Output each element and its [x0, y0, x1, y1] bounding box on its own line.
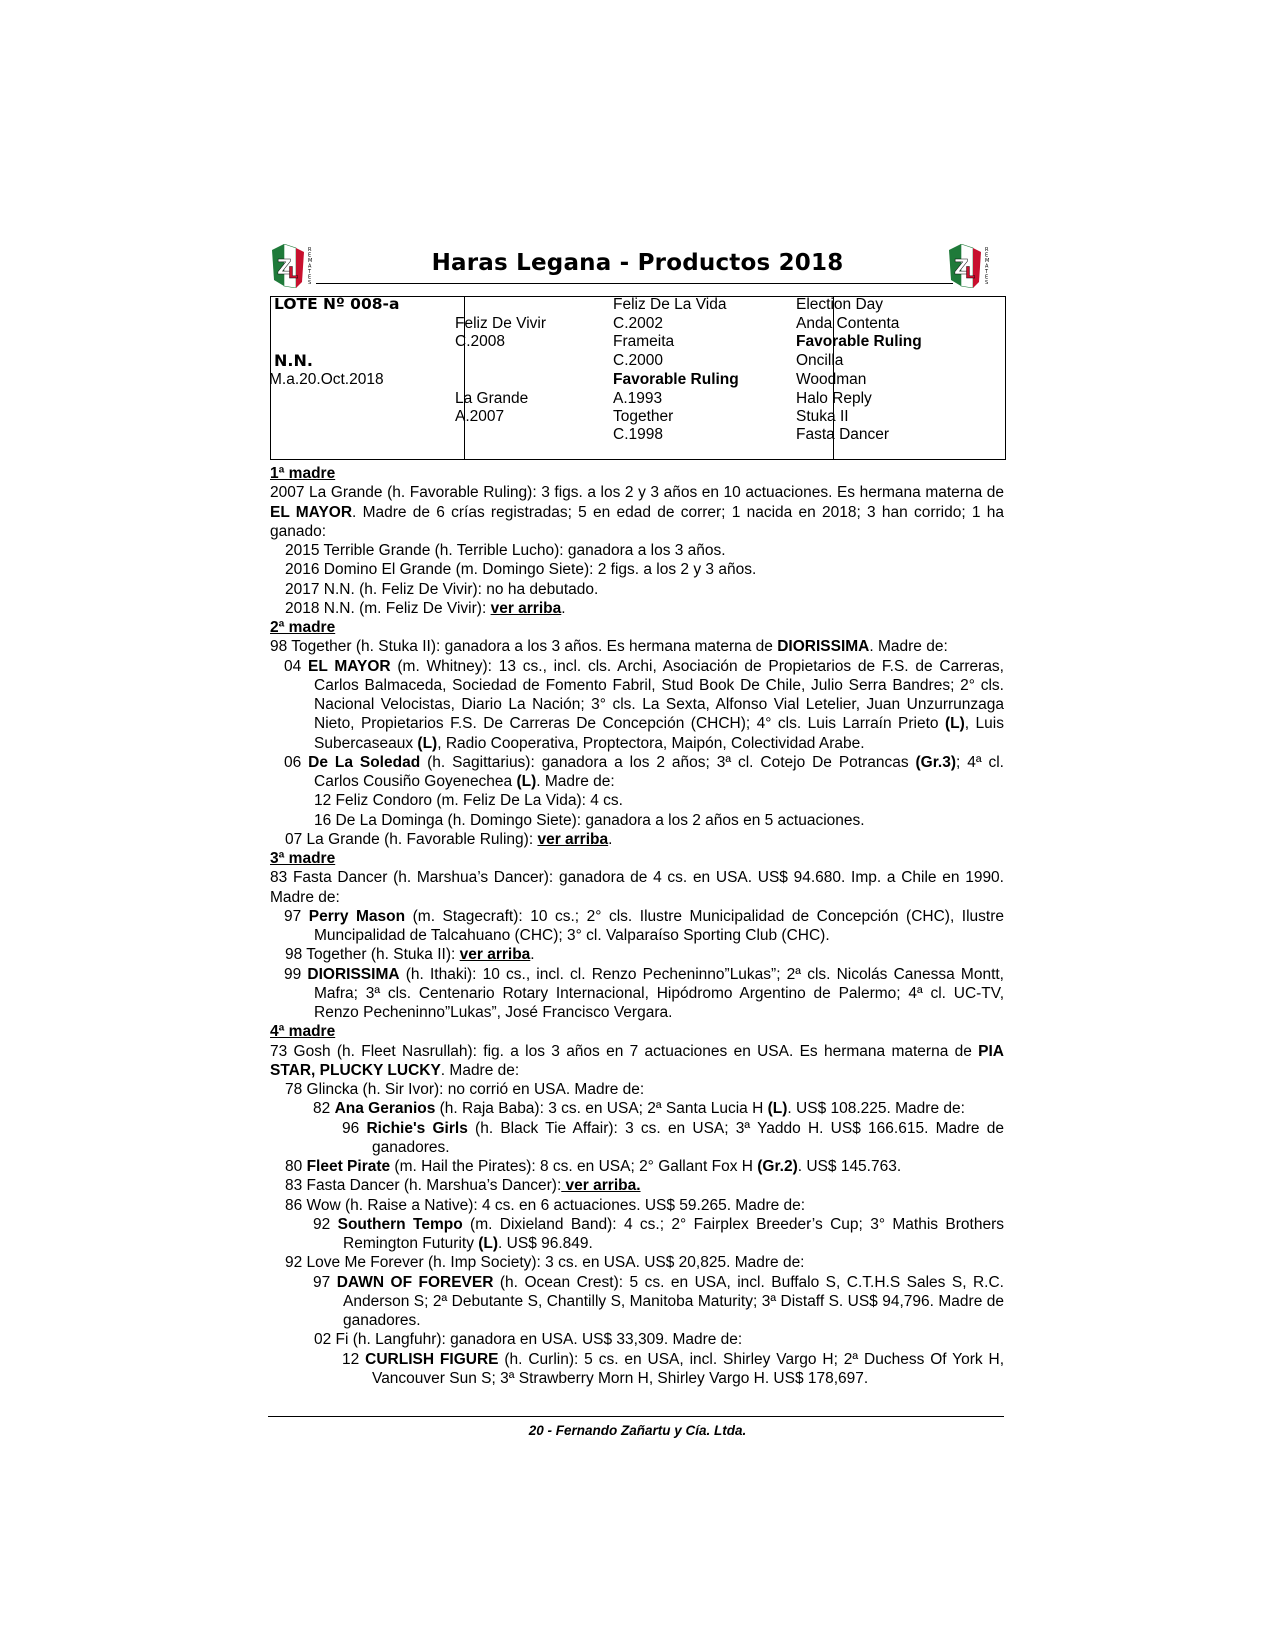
svg-text:E: E [985, 252, 989, 259]
produce-sub-entry: 16 De La Dominga (h. Domingo Siete): ganadora a los 2 años en 5 actuaciones. [314, 811, 865, 829]
svg-text:T: T [985, 269, 989, 275]
svg-text:E: E [308, 252, 312, 259]
produce-line: 2015 Terrible Grande (h. Terrible Lucho): ganadora a los 3 años. [285, 542, 726, 559]
section-heading: 1ª madre [270, 465, 336, 482]
dam-paragraph: 73 Gosh (h. Fleet Nasrullah): fig. a los 3 años en 7 actuaciones en USA. Es hermana materna de PIA STAR, PLUCKY LUCKY. Madre de: [270, 1042, 1004, 1079]
horse-birth: M.a.20.Oct.2018 [269, 371, 384, 388]
produce-sub-entry: 82 Ana Geranios (h. Raja Baba): 3 cs. en USA; 2ª Santa Lucia H (L). US$ 108.225. Madre de: [313, 1100, 965, 1118]
svg-text:L: L [965, 263, 976, 282]
produce-entry: 04 EL MAYOR (m. Whitney): 13 cs., incl. cls. Archi, Asociación de Propietarios de F.S. de Carreras, Carlos Balmaceda, Sociedad de Fomento Fabril, Stud Book De Chile, Julio Serra Bandres; 2° cls. Nacional Velocistas, Diario La Nación; 3° cls. La Sexta, Alfonso Vial Letelier, Juan Unzurrunzaga Nieto, Propietarios F.S. De Carreras De Concepción (CHCH); 4° cls. Luis Larraín Prieto (L), Luis Subercaseaux (L), Radio Cooperativa, Proptectora, Maipón, Colectividad Arabe. [284, 657, 1004, 752]
sire-name: Feliz De Vivir [455, 315, 547, 332]
gen4-item: Favorable Ruling [796, 333, 922, 350]
gen3-item: A.1993 [613, 390, 663, 407]
produce-line: 83 Fasta Dancer (h. Marshua’s Dancer): ver arriba. [285, 1177, 641, 1195]
dam-paragraph: 83 Fasta Dancer (h. Marshua’s Dancer): ganadora de 4 cs. en USA. US$ 94.680. Imp. a Chile en 1990. Madre de: [270, 869, 1004, 906]
svg-text:L: L [288, 263, 299, 282]
dam-paragraph: 98 Together (h. Stuka II): ganadora a los 3 años. Es hermana materna de DIORISSIMA. Madre de: [270, 638, 948, 656]
produce-line: 80 Fleet Pirate (m. Hail the Pirates): 8 cs. en USA; 2° Gallant Fox H (Gr.2). US$ 145.763. [285, 1158, 902, 1175]
produce-entry: 99 DIORISSIMA (h. Ithaki): 10 cs., incl. cl. Renzo Pecheninno”Lukas”; 2ª cls. Nicolás Canessa Montt, Mafra; 3ª cls. Centenario Rotary Internacional, Hipódromo Argentino de Palermo; 4ª cl. UC-TV, Renzo Pecheninno”Lukas”, José Francisco Vergara. [284, 965, 1004, 1021]
gen4-item: Stuka II [796, 408, 849, 425]
pedigree-table [270, 296, 1006, 460]
gen4-item: Fasta Dancer [796, 426, 890, 443]
gen4-item: Anda Contenta [796, 315, 900, 332]
svg-text:Z: Z [954, 255, 969, 279]
gen3-item: Frameita [613, 333, 675, 350]
gen3-item: C.2002 [613, 315, 663, 332]
gen3-item: Favorable Ruling [613, 371, 739, 388]
svg-text:S: S [308, 280, 312, 286]
gen3-item: C.2000 [613, 352, 663, 369]
svg-text:Z: Z [277, 255, 292, 279]
footer-divider [268, 1416, 1004, 1417]
produce-sub-entry: 02 Fi (h. Langfuhr): ganadora en USA. US$ 33,309. Madre de: [314, 1331, 743, 1349]
page-footer: 20 - Fernando Zañartu y Cía. Ltda. [528, 1423, 747, 1438]
svg-text:S: S [985, 280, 989, 286]
gen4-item: Woodman [796, 371, 867, 388]
produce-entry: 06 De La Soledad (h. Sagittarius): ganadora a los 2 años; 3ª cl. Cotejo De Potrancas (Gr.3); 4ª cl. Carlos Cousiño Goyenechea (L). Madre de: [284, 753, 1004, 790]
svg-text:E: E [308, 274, 312, 281]
svg-text:M: M [308, 258, 313, 264]
see-above-link: ver arriba [459, 946, 531, 964]
produce-sub-entry: 97 DAWN OF FOREVER (h. Ocean Crest): 5 cs. en USA, incl. Buffalo S, C.T.H.S Sales S, R.C. Anderson S; 2ª Debutante S, Chantilly S, Manitoba Maturity; 3ª Distaff S. US$ 94,796. Madre de ganadores. [313, 1273, 1004, 1329]
header-divider [316, 283, 953, 284]
svg-text:A: A [985, 263, 989, 270]
produce-line: 78 Glincka (h. Sir Ivor): no corrió en USA. Madre de: [285, 1081, 645, 1098]
see-above-link: ver arriba [537, 830, 609, 848]
produce-line: 92 Love Me Forever (h. Imp Society): 3 cs. en USA. US$ 20,825. Madre de: [285, 1254, 805, 1272]
produce-sub-entry: 12 Feliz Condoro (m. Feliz De La Vida): 4 cs. [314, 792, 623, 810]
produce-sub-entry: 96 Richie's Girls (h. Black Tie Affair): 3 cs. en USA; 3ª Yaddo H. US$ 166.615. Madre de ganadores. [342, 1119, 1004, 1156]
gen3-item: Feliz De La Vida [613, 296, 727, 313]
horse-name: N.N. [274, 351, 313, 370]
gen3-item: Together [613, 408, 674, 425]
section-heading: 4ª madre [270, 1023, 336, 1041]
svg-text:A: A [308, 263, 312, 270]
section-heading: 2ª madre [270, 619, 336, 636]
svg-text:R: R [308, 247, 312, 253]
pedigree-notes [270, 464, 1004, 1388]
svg-text:R: R [985, 247, 989, 253]
svg-text:T: T [308, 269, 312, 275]
produce-line: 2016 Domino El Grande (m. Domingo Siete): 2 figs. a los 2 y 3 años. [285, 561, 757, 579]
gen3-item: C.1998 [613, 426, 663, 443]
see-above-link: ver arriba [490, 599, 562, 617]
page-title: Haras Legana - Productos 2018 [431, 250, 844, 276]
dam-paragraph: 2007 La Grande (h. Favorable Ruling): 3 figs. a los 2 y 3 años en 10 actuaciones. Es hermana materna de EL MAYOR. Madre de 6 crías registradas; 5 en edad de correr; 1 nacida en 2018; 3 han corrido; 1 ha ganado: [270, 484, 1004, 540]
gen4-item: Halo Reply [796, 390, 872, 407]
produce-sub-entry: 12 CURLISH FIGURE (h. Curlin): 5 cs. en USA, incl. Shirley Vargo H; 2ª Duchess Of York H, Vancouver Sun S; 3ª Strawberry Morn H, Shirley Vargo H. US$ 178,697. [342, 1350, 1005, 1387]
produce-line: 07 La Grande (h. Favorable Ruling): ver arriba. [285, 830, 613, 848]
produce-line: 2018 N.N. (m. Feliz De Vivir): ver arriba. [285, 599, 566, 617]
gen4-item: Election Day [796, 296, 884, 313]
gen4-item: Oncilla [796, 352, 844, 369]
produce-line: 2017 N.N. (h. Feliz De Vivir): no ha debutado. [285, 580, 599, 598]
lot-number: LOTE Nº 008-a [274, 295, 400, 313]
sire-year: C.2008 [455, 333, 505, 350]
dam-year: A.2007 [455, 408, 505, 425]
produce-sub-entry: 92 Southern Tempo (m. Dixieland Band): 4 cs.; 2° Fairplex Breeder’s Cup; 3° Mathis Brothers Remington Futurity (L). US$ 96.849. [313, 1215, 1004, 1252]
dam-name: La Grande [455, 390, 529, 407]
produce-line: 86 Wow (h. Raise a Native): 4 cs. en 6 actuaciones. US$ 59.265. Madre de: [285, 1196, 806, 1214]
svg-text:E: E [985, 274, 989, 281]
svg-text:M: M [985, 258, 990, 264]
see-above-link: ver arriba. [561, 1177, 641, 1195]
section-heading: 3ª madre [270, 850, 336, 867]
produce-entry: 97 Perry Mason (m. Stagecraft): 10 cs.; 2° cls. Ilustre Municipalidad de Concepción (CHC), Ilustre Muncipalidad de Talcahuano (CHC); 3° cl. Valparaíso Sporting Club (CHC). [284, 907, 1004, 944]
produce-line: 98 Together (h. Stuka II): ver arriba. [285, 946, 535, 964]
